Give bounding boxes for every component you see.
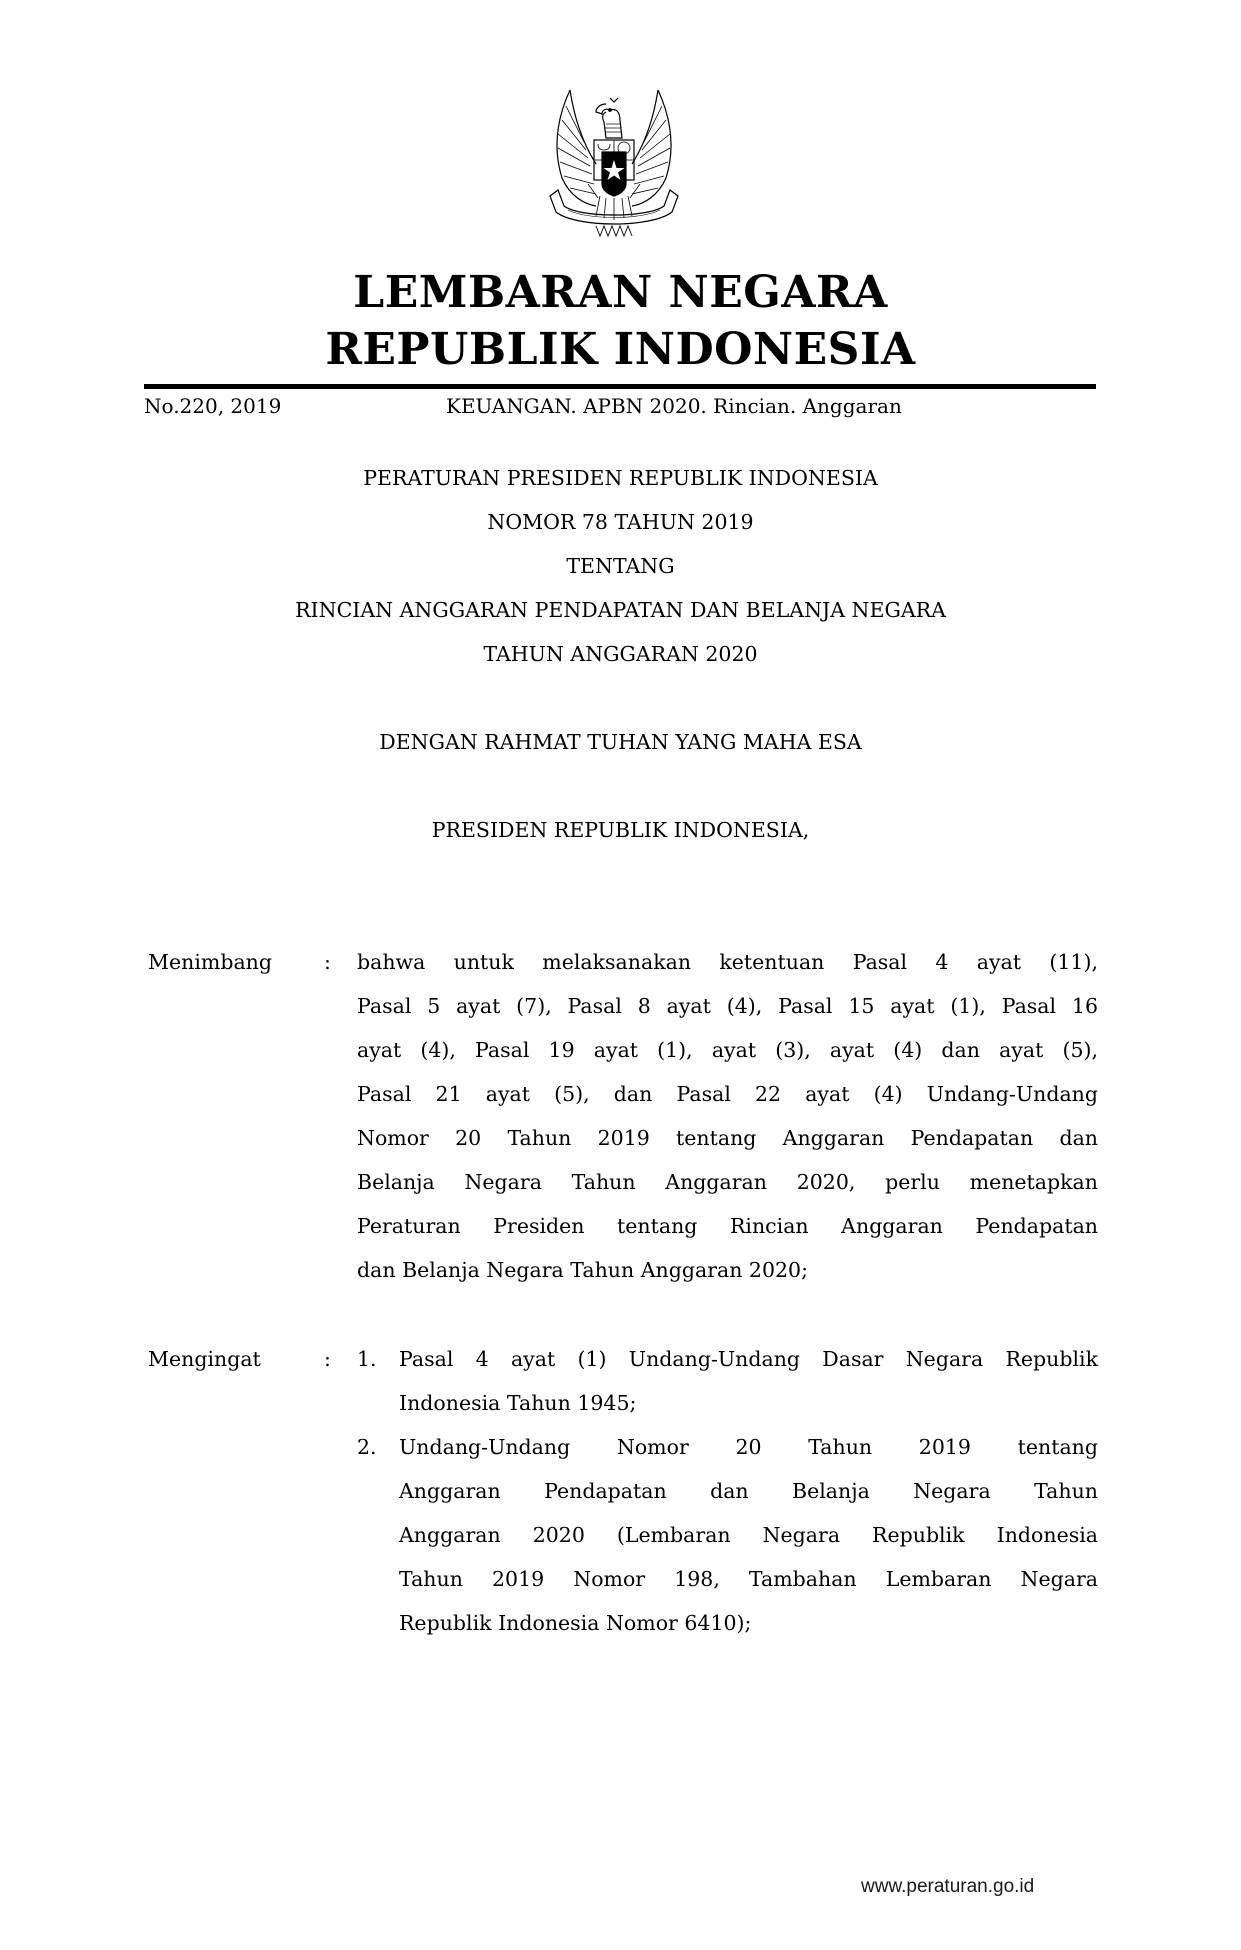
mengingat-item-1 [399, 1346, 1098, 1434]
mengingat-colon: : [324, 1347, 331, 1371]
garuda-emblem-icon [540, 86, 688, 242]
regulation-type: PERATURAN PRESIDEN REPUBLIK INDONESIA [363, 466, 878, 490]
gazette-title-line1: LEMBARAN NEGARA [353, 267, 888, 318]
gazette-title-line2: REPUBLIK INDONESIA [325, 324, 916, 375]
menimbang-line: dan Belanja Negara Tahun Anggaran 2020; [357, 1258, 809, 1282]
mengingat-item-2 [399, 1434, 1098, 1654]
menimbang-line: Nomor 20 Tahun 2019 tentang Anggaran Pendapatan dan [357, 1126, 1098, 1150]
menimbang-line: Pasal 21 ayat (5), dan Pasal 22 ayat (4) Undang-Undang [357, 1082, 1098, 1106]
menimbang-line: Peraturan Presiden tentang Rincian Anggaran Pendapatan [357, 1214, 1098, 1238]
menimbang-line: ayat (4), Pasal 19 ayat (1), ayat (3), ayat (4) dan ayat (5), [357, 1038, 1098, 1062]
mengingat-item-line: Undang-Undang Nomor 20 Tahun 2019 tentang [399, 1435, 1098, 1459]
mengingat-item-number: 2. [357, 1435, 377, 1459]
mengingat-item-line: Anggaran Pendapatan dan Belanja Negara Tahun [399, 1479, 1098, 1503]
regulation-title-line2: TAHUN ANGGARAN 2020 [483, 642, 758, 666]
mengingat-item-line: Tahun 2019 Nomor 198, Tambahan Lembaran Negara [399, 1567, 1098, 1591]
regulation-title-line1: RINCIAN ANGGARAN PENDAPATAN DAN BELANJA NEGARA [295, 598, 946, 622]
mengingat-item-number: 1. [357, 1347, 377, 1371]
regulation-number: NOMOR 78 TAHUN 2019 [487, 510, 754, 534]
preamble-text: DENGAN RAHMAT TUHAN YANG MAHA ESA [379, 730, 862, 754]
mengingat-item-line: Anggaran 2020 (Lembaran Negara Republik Indonesia [399, 1523, 1098, 1547]
menimbang-line: Belanja Negara Tahun Anggaran 2020, perlu menetapkan [357, 1170, 1098, 1194]
mengingat-label: Mengingat [148, 1347, 261, 1371]
mengingat-item-line: Republik Indonesia Nomor 6410); [399, 1611, 752, 1635]
menimbang-line: bahwa untuk melaksanakan ketentuan Pasal 4 ayat (11), [357, 950, 1098, 974]
gazette-subject: KEUANGAN. APBN 2020. Rincian. Anggaran [446, 394, 902, 418]
menimbang-colon: : [324, 950, 331, 974]
issuer-text: PRESIDEN REPUBLIK INDONESIA, [431, 818, 810, 842]
menimbang-line: Pasal 5 ayat (7), Pasal 8 ayat (4), Pasal 15 ayat (1), Pasal 16 [357, 994, 1098, 1018]
mengingat-item-line: Indonesia Tahun 1945; [399, 1391, 637, 1415]
header-rule-divider [144, 384, 1096, 389]
gazette-number: No.220, 2019 [144, 394, 282, 418]
mengingat-item-line: Pasal 4 ayat (1) Undang-Undang Dasar Negara Republik [399, 1347, 1098, 1371]
footer-website-link[interactable]: www.peraturan.go.id [861, 1876, 1035, 1897]
menimbang-label: Menimbang [148, 950, 272, 974]
menimbang-body [357, 949, 1098, 1301]
regulation-about-label: TENTANG [566, 554, 675, 578]
